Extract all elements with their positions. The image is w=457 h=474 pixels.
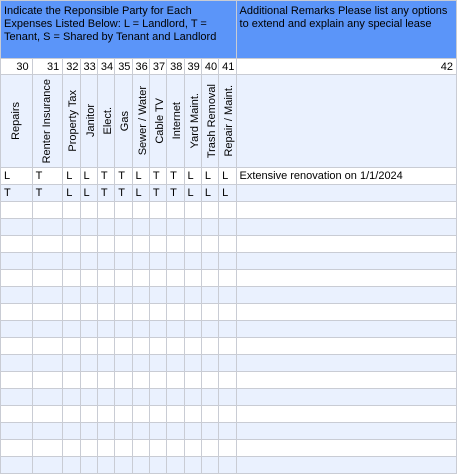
- empty-cell[interactable]: [184, 389, 201, 406]
- empty-cell[interactable]: [97, 338, 114, 355]
- empty-cell[interactable]: [115, 457, 132, 474]
- empty-cell[interactable]: [132, 236, 149, 253]
- empty-cell[interactable]: [97, 440, 114, 457]
- responsibility-cell[interactable]: L: [201, 185, 218, 202]
- empty-cell[interactable]: [80, 389, 97, 406]
- empty-cell[interactable]: [184, 236, 201, 253]
- empty-cell[interactable]: [219, 321, 236, 338]
- empty-cell[interactable]: [184, 270, 201, 287]
- column-number-cell[interactable]: 31: [32, 59, 63, 75]
- empty-cell[interactable]: [201, 423, 218, 440]
- empty-cell[interactable]: [201, 253, 218, 270]
- empty-cell[interactable]: [149, 423, 166, 440]
- empty-cell[interactable]: [184, 253, 201, 270]
- empty-cell[interactable]: [1, 287, 33, 304]
- empty-cell[interactable]: [149, 440, 166, 457]
- empty-cell[interactable]: [97, 202, 114, 219]
- empty-cell[interactable]: [80, 440, 97, 457]
- empty-cell[interactable]: [219, 389, 236, 406]
- empty-cell[interactable]: [63, 457, 80, 474]
- empty-cell[interactable]: [32, 355, 63, 372]
- empty-cell[interactable]: [115, 236, 132, 253]
- empty-cell[interactable]: [63, 355, 80, 372]
- empty-cell[interactable]: [236, 406, 456, 423]
- expense-label-cell[interactable]: [115, 75, 132, 168]
- empty-cell[interactable]: [32, 236, 63, 253]
- empty-cell[interactable]: [167, 406, 184, 423]
- empty-cell[interactable]: [219, 202, 236, 219]
- empty-cell[interactable]: [32, 372, 63, 389]
- expense-label-cell[interactable]: [1, 75, 33, 168]
- responsibility-cell[interactable]: L: [132, 185, 149, 202]
- empty-cell[interactable]: [219, 423, 236, 440]
- empty-cell[interactable]: [219, 372, 236, 389]
- remarks-column-number-cell[interactable]: 42: [236, 59, 456, 75]
- empty-cell[interactable]: [236, 440, 456, 457]
- empty-cell[interactable]: [132, 440, 149, 457]
- expense-label: Gas: [119, 110, 132, 132]
- empty-cell[interactable]: [184, 457, 201, 474]
- empty-cell[interactable]: [80, 202, 97, 219]
- empty-cell[interactable]: [236, 304, 456, 321]
- empty-cell[interactable]: [115, 219, 132, 236]
- responsibility-cell[interactable]: T: [97, 185, 114, 202]
- empty-cell[interactable]: [97, 287, 114, 304]
- empty-cell[interactable]: [219, 338, 236, 355]
- expense-label: Elect.: [101, 107, 114, 135]
- empty-cell[interactable]: [184, 304, 201, 321]
- empty-cell[interactable]: [132, 202, 149, 219]
- responsibility-cell[interactable]: L: [80, 185, 97, 202]
- empty-cell[interactable]: [149, 236, 166, 253]
- empty-cell[interactable]: [1, 253, 33, 270]
- empty-cell[interactable]: [132, 219, 149, 236]
- empty-cell[interactable]: [236, 423, 456, 440]
- empty-cell[interactable]: [132, 270, 149, 287]
- empty-cell[interactable]: [167, 253, 184, 270]
- column-number-cell[interactable]: 30: [1, 59, 33, 75]
- empty-cell[interactable]: [132, 372, 149, 389]
- column-number-cell[interactable]: 33: [80, 59, 97, 75]
- empty-cell[interactable]: [32, 287, 63, 304]
- empty-row: [1, 236, 457, 253]
- empty-cell[interactable]: [115, 355, 132, 372]
- empty-cell[interactable]: [184, 423, 201, 440]
- empty-cell[interactable]: [1, 270, 33, 287]
- empty-cell[interactable]: [236, 372, 456, 389]
- responsibility-cell[interactable]: L: [80, 168, 97, 185]
- empty-cell[interactable]: [167, 270, 184, 287]
- responsibility-cell[interactable]: T: [32, 185, 63, 202]
- empty-row: [1, 219, 457, 236]
- empty-cell[interactable]: [219, 236, 236, 253]
- expense-label: Repair / Maint.: [223, 85, 236, 157]
- empty-cell[interactable]: [236, 389, 456, 406]
- empty-cell[interactable]: [32, 406, 63, 423]
- empty-cell[interactable]: [32, 270, 63, 287]
- empty-cell[interactable]: [201, 440, 218, 457]
- empty-cell[interactable]: [236, 287, 456, 304]
- empty-cell[interactable]: [132, 321, 149, 338]
- empty-cell[interactable]: [97, 406, 114, 423]
- table-row: [1, 185, 457, 202]
- empty-cell[interactable]: [63, 321, 80, 338]
- expense-label: Renter Insurance: [41, 78, 54, 164]
- empty-cell[interactable]: [80, 236, 97, 253]
- empty-cell[interactable]: [97, 304, 114, 321]
- empty-cell[interactable]: [236, 321, 456, 338]
- empty-cell[interactable]: [236, 202, 456, 219]
- responsibility-cell[interactable]: T: [167, 185, 184, 202]
- expense-label: Yard Maint.: [188, 93, 201, 149]
- empty-cell[interactable]: [32, 253, 63, 270]
- empty-row: [1, 406, 457, 423]
- empty-row: [1, 457, 457, 474]
- empty-cell[interactable]: [184, 338, 201, 355]
- empty-cell[interactable]: [1, 389, 33, 406]
- table-row: [1, 168, 457, 185]
- expense-label-cell[interactable]: [80, 75, 97, 168]
- empty-cell[interactable]: [63, 389, 80, 406]
- empty-cell[interactable]: [167, 423, 184, 440]
- empty-cell[interactable]: [236, 236, 456, 253]
- empty-cell[interactable]: [201, 389, 218, 406]
- empty-cell[interactable]: [219, 219, 236, 236]
- empty-cell[interactable]: [97, 321, 114, 338]
- empty-row: [1, 389, 457, 406]
- empty-cell[interactable]: [63, 253, 80, 270]
- empty-cell[interactable]: [184, 406, 201, 423]
- empty-cell[interactable]: [80, 372, 97, 389]
- expense-label-cell[interactable]: [219, 75, 236, 168]
- empty-cell[interactable]: [219, 355, 236, 372]
- empty-cell[interactable]: [132, 355, 149, 372]
- empty-cell[interactable]: [1, 423, 33, 440]
- empty-cell[interactable]: [1, 321, 33, 338]
- empty-cell[interactable]: [80, 338, 97, 355]
- empty-cell[interactable]: [149, 457, 166, 474]
- column-number-cell[interactable]: 36: [132, 59, 149, 75]
- responsibility-cell[interactable]: T: [32, 168, 63, 185]
- empty-cell[interactable]: [115, 253, 132, 270]
- expense-label: Janitor: [84, 104, 97, 138]
- empty-cell[interactable]: [236, 338, 456, 355]
- empty-cell[interactable]: [149, 287, 166, 304]
- empty-cell[interactable]: [1, 236, 33, 253]
- empty-cell[interactable]: [201, 202, 218, 219]
- empty-cell[interactable]: [236, 253, 456, 270]
- empty-cell[interactable]: [63, 372, 80, 389]
- empty-cell[interactable]: [201, 372, 218, 389]
- remarks-header[interactable]: Additional Remarks Please list any options to extend and explain any special lease: [236, 1, 456, 59]
- column-number-cell[interactable]: 37: [149, 59, 166, 75]
- instructions-header[interactable]: Indicate the Reponsible Party for Each Expenses Listed Below: L = Landlord, T = Tenant, S = Shared by Tenant and Landlord: [1, 1, 237, 59]
- expense-label: Trash Removal: [205, 83, 218, 159]
- responsibility-cell[interactable]: L: [201, 168, 218, 185]
- empty-row: [1, 202, 457, 219]
- empty-cell[interactable]: [167, 355, 184, 372]
- empty-row: [1, 321, 457, 338]
- empty-cell[interactable]: [132, 304, 149, 321]
- empty-cell[interactable]: [167, 321, 184, 338]
- empty-cell[interactable]: [97, 355, 114, 372]
- empty-cell[interactable]: [184, 355, 201, 372]
- expense-label: Cable TV: [153, 98, 166, 144]
- empty-cell[interactable]: [32, 304, 63, 321]
- empty-row: [1, 270, 457, 287]
- empty-cell[interactable]: [167, 236, 184, 253]
- empty-cell[interactable]: [32, 338, 63, 355]
- empty-cell[interactable]: [115, 423, 132, 440]
- empty-cell[interactable]: [97, 423, 114, 440]
- empty-cell[interactable]: [167, 287, 184, 304]
- empty-cell[interactable]: [80, 355, 97, 372]
- responsibility-cell[interactable]: L: [219, 185, 236, 202]
- empty-cell[interactable]: [115, 304, 132, 321]
- empty-cell[interactable]: [63, 406, 80, 423]
- empty-cell[interactable]: [201, 406, 218, 423]
- responsibility-cell[interactable]: L: [1, 168, 33, 185]
- empty-cell[interactable]: [1, 355, 33, 372]
- empty-cell[interactable]: [1, 406, 33, 423]
- empty-cell[interactable]: [167, 219, 184, 236]
- responsibility-cell[interactable]: T: [149, 168, 166, 185]
- empty-cell[interactable]: [1, 338, 33, 355]
- expense-label-cell[interactable]: [201, 75, 218, 168]
- empty-cell[interactable]: [184, 440, 201, 457]
- empty-cell[interactable]: [1, 372, 33, 389]
- empty-cell[interactable]: [97, 253, 114, 270]
- empty-cell[interactable]: [149, 372, 166, 389]
- empty-cell[interactable]: [32, 219, 63, 236]
- column-number-cell[interactable]: 32: [63, 59, 80, 75]
- empty-cell[interactable]: [149, 202, 166, 219]
- empty-cell[interactable]: [167, 389, 184, 406]
- empty-cell[interactable]: [236, 457, 456, 474]
- empty-cell[interactable]: [184, 372, 201, 389]
- empty-cell[interactable]: [149, 355, 166, 372]
- empty-cell[interactable]: [201, 270, 218, 287]
- empty-cell[interactable]: [32, 321, 63, 338]
- empty-cell[interactable]: [184, 321, 201, 338]
- empty-cell[interactable]: [184, 287, 201, 304]
- empty-cell[interactable]: [80, 270, 97, 287]
- empty-cell[interactable]: [149, 321, 166, 338]
- expense-label-cell[interactable]: [167, 75, 184, 168]
- empty-cell[interactable]: [201, 321, 218, 338]
- empty-cell[interactable]: [149, 270, 166, 287]
- header-row: [1, 1, 457, 59]
- empty-cell[interactable]: [97, 219, 114, 236]
- empty-cell[interactable]: [167, 440, 184, 457]
- column-number-cell[interactable]: 35: [115, 59, 132, 75]
- empty-cell[interactable]: [1, 219, 33, 236]
- responsibility-cell[interactable]: T: [149, 185, 166, 202]
- responsibility-cell[interactable]: L: [219, 168, 236, 185]
- responsibility-cell[interactable]: L: [63, 185, 80, 202]
- empty-cell[interactable]: [80, 423, 97, 440]
- responsibility-cell[interactable]: L: [63, 168, 80, 185]
- empty-cell[interactable]: [97, 270, 114, 287]
- empty-cell[interactable]: [115, 202, 132, 219]
- empty-cell[interactable]: [149, 338, 166, 355]
- empty-cell[interactable]: [201, 287, 218, 304]
- empty-cell[interactable]: [115, 389, 132, 406]
- empty-cell[interactable]: [132, 389, 149, 406]
- remark-cell[interactable]: Extensive renovation on 1/1/2024: [236, 168, 456, 185]
- empty-cell[interactable]: [97, 236, 114, 253]
- column-number-row: [1, 59, 457, 75]
- empty-cell[interactable]: [149, 304, 166, 321]
- empty-cell[interactable]: [63, 338, 80, 355]
- expense-label-cell[interactable]: [63, 75, 80, 168]
- empty-cell[interactable]: [201, 457, 218, 474]
- column-number-cell[interactable]: 41: [219, 59, 236, 75]
- empty-cell[interactable]: [32, 202, 63, 219]
- empty-cell[interactable]: [236, 270, 456, 287]
- empty-cell[interactable]: [132, 338, 149, 355]
- empty-cell[interactable]: [219, 253, 236, 270]
- responsibility-cell[interactable]: L: [132, 168, 149, 185]
- expense-label-cell[interactable]: [184, 75, 201, 168]
- empty-cell[interactable]: [132, 287, 149, 304]
- empty-cell[interactable]: [63, 202, 80, 219]
- expense-label-cell[interactable]: [97, 75, 114, 168]
- empty-cell[interactable]: [1, 304, 33, 321]
- empty-cell[interactable]: [80, 321, 97, 338]
- empty-cell[interactable]: [132, 253, 149, 270]
- responsibility-cell[interactable]: L: [184, 168, 201, 185]
- empty-row: [1, 287, 457, 304]
- empty-cell[interactable]: [236, 219, 456, 236]
- responsibility-cell[interactable]: T: [1, 185, 33, 202]
- empty-row: [1, 372, 457, 389]
- empty-cell[interactable]: [115, 321, 132, 338]
- empty-cell[interactable]: [184, 219, 201, 236]
- empty-cell[interactable]: [115, 338, 132, 355]
- expense-label: Sewer / Water: [136, 86, 149, 156]
- empty-row: [1, 338, 457, 355]
- empty-cell[interactable]: [149, 406, 166, 423]
- responsibility-cell[interactable]: T: [167, 168, 184, 185]
- empty-cell[interactable]: [201, 338, 218, 355]
- responsibility-cell[interactable]: T: [97, 168, 114, 185]
- empty-cell[interactable]: [115, 406, 132, 423]
- empty-cell[interactable]: [219, 270, 236, 287]
- empty-cell[interactable]: [201, 219, 218, 236]
- empty-cell[interactable]: [149, 253, 166, 270]
- empty-cell[interactable]: [167, 304, 184, 321]
- empty-cell[interactable]: [115, 372, 132, 389]
- empty-cell[interactable]: [132, 406, 149, 423]
- remark-cell[interactable]: [236, 185, 456, 202]
- empty-cell[interactable]: [167, 372, 184, 389]
- empty-cell[interactable]: [132, 423, 149, 440]
- empty-cell[interactable]: [184, 202, 201, 219]
- empty-cell[interactable]: [80, 457, 97, 474]
- empty-cell[interactable]: [32, 457, 63, 474]
- empty-cell[interactable]: [115, 270, 132, 287]
- empty-row: [1, 304, 457, 321]
- empty-cell[interactable]: [219, 440, 236, 457]
- empty-cell[interactable]: [201, 355, 218, 372]
- empty-cell[interactable]: [97, 457, 114, 474]
- empty-cell[interactable]: [97, 389, 114, 406]
- empty-cell[interactable]: [32, 440, 63, 457]
- empty-cell[interactable]: [63, 440, 80, 457]
- empty-cell[interactable]: [219, 304, 236, 321]
- expense-label-row: [1, 75, 457, 168]
- empty-cell[interactable]: [219, 406, 236, 423]
- empty-cell[interactable]: [149, 219, 166, 236]
- expense-label-cell[interactable]: [149, 75, 166, 168]
- expense-label-cell[interactable]: [32, 75, 63, 168]
- empty-cell[interactable]: [80, 219, 97, 236]
- empty-cell[interactable]: [32, 389, 63, 406]
- empty-row: [1, 440, 457, 457]
- empty-row: [1, 355, 457, 372]
- column-number-cell[interactable]: 38: [167, 59, 184, 75]
- empty-cell[interactable]: [219, 287, 236, 304]
- empty-cell[interactable]: [80, 406, 97, 423]
- empty-cell[interactable]: [149, 389, 166, 406]
- empty-cell[interactable]: [63, 287, 80, 304]
- column-number-cell[interactable]: 39: [184, 59, 201, 75]
- empty-cell[interactable]: [115, 440, 132, 457]
- empty-cell[interactable]: [201, 304, 218, 321]
- empty-cell[interactable]: [63, 270, 80, 287]
- empty-cell[interactable]: [63, 423, 80, 440]
- responsibility-cell[interactable]: T: [115, 185, 132, 202]
- empty-cell[interactable]: [132, 457, 149, 474]
- responsibility-cell[interactable]: T: [115, 168, 132, 185]
- expense-label: Property Tax: [67, 90, 80, 152]
- column-number-cell[interactable]: 40: [201, 59, 218, 75]
- empty-cell[interactable]: [201, 236, 218, 253]
- empty-cell[interactable]: [167, 457, 184, 474]
- empty-cell[interactable]: [63, 219, 80, 236]
- expense-label-cell[interactable]: [132, 75, 149, 168]
- empty-cell[interactable]: [115, 287, 132, 304]
- empty-cell[interactable]: [80, 287, 97, 304]
- empty-cell[interactable]: [1, 202, 33, 219]
- expense-label: Internet: [171, 102, 184, 140]
- empty-cell[interactable]: [236, 355, 456, 372]
- empty-cell[interactable]: [80, 253, 97, 270]
- remarks-label-cell[interactable]: [236, 75, 456, 168]
- responsibility-cell[interactable]: L: [184, 185, 201, 202]
- column-number-cell[interactable]: 34: [97, 59, 114, 75]
- empty-cell[interactable]: [63, 304, 80, 321]
- empty-cell[interactable]: [1, 440, 33, 457]
- empty-cell[interactable]: [97, 372, 114, 389]
- empty-cell[interactable]: [32, 423, 63, 440]
- empty-cell[interactable]: [167, 202, 184, 219]
- expense-label: Repairs: [10, 102, 23, 140]
- empty-cell[interactable]: [63, 236, 80, 253]
- empty-cell[interactable]: [1, 457, 33, 474]
- empty-cell[interactable]: [167, 338, 184, 355]
- empty-cell[interactable]: [219, 457, 236, 474]
- empty-row: [1, 423, 457, 440]
- empty-row: [1, 253, 457, 270]
- empty-cell[interactable]: [80, 304, 97, 321]
